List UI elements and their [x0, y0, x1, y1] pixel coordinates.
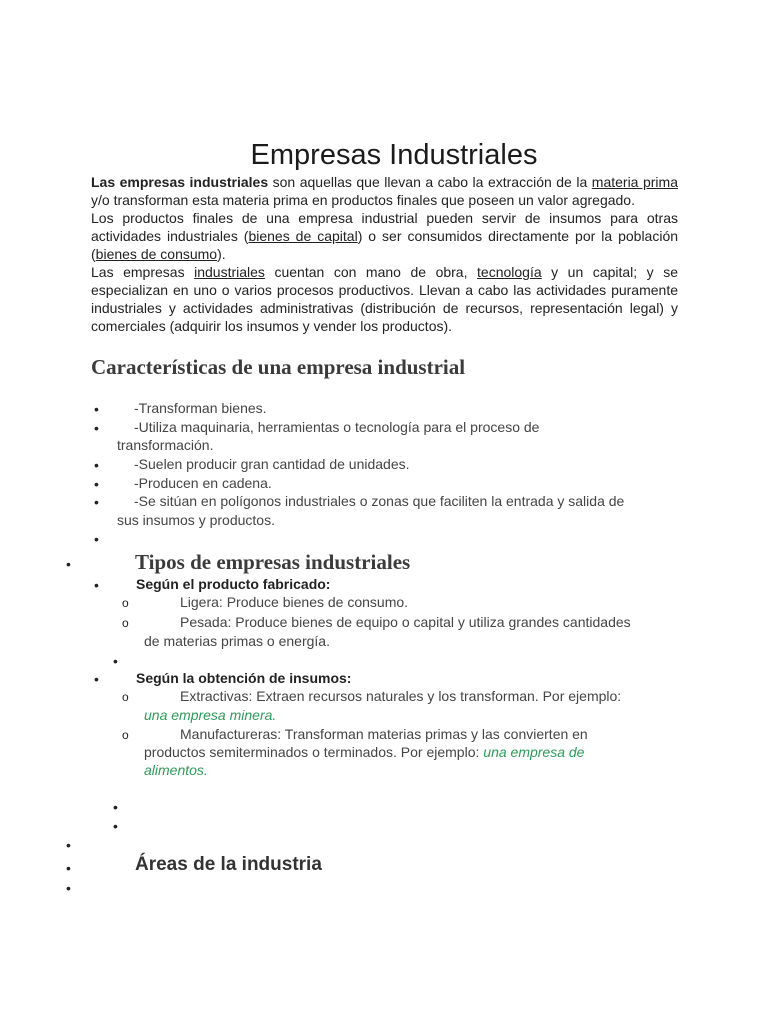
- bullet-marker: •: [113, 818, 118, 834]
- caracteristicas-heading: Características de una empresa industrial: [91, 355, 466, 379]
- text-run: ) o ser consumidos directamente por la población (: [91, 228, 679, 262]
- text-run: y un capital; y se especializan en uno o varios procesos productivos. Llevan a cabo las actividades puramente industriales y actividades administrativas (distribución de recursos, representación legal) y comerciales (adquirir los insumos y vender los productos).: [91, 264, 678, 334]
- bold-term: Las empresas industriales: [91, 174, 269, 190]
- list-item-continuation: sus insumos y productos.: [117, 512, 275, 528]
- text-run: Las empresas: [91, 264, 195, 280]
- link-tecnologia[interactable]: tecnología: [477, 264, 542, 280]
- intro-paragraph-2: [91, 209, 678, 263]
- list-item-continuation: [144, 743, 584, 762]
- page-title: Empresas Industriales: [250, 139, 538, 172]
- link-bienes-de-capital[interactable]: bienes de capital: [248, 228, 358, 244]
- bullet-marker: •: [94, 671, 99, 687]
- bullet-marker: •: [66, 860, 71, 876]
- list-item: -Se sitúan en polígonos industriales o zonas que faciliten la entrada y salida de: [134, 493, 625, 509]
- tipos-heading: Tipos de empresas industriales: [135, 550, 411, 574]
- text-run: ).: [217, 246, 226, 262]
- list-item-continuation: transformación.: [117, 437, 214, 453]
- list-item: Pesada: Produce bienes de equipo o capital y utiliza grandes cantidades: [180, 614, 631, 630]
- example-link-minera[interactable]: una empresa minera.: [144, 707, 277, 723]
- text-run: productos semiterminados o terminados. Por ejemplo:: [144, 744, 484, 760]
- circle-marker: o: [122, 690, 129, 704]
- list-item: -Utiliza maquinaria, herramientas o tecnología para el proceso de: [134, 419, 540, 435]
- list-item: Manufactureras: Transforman materias primas y las convierten en: [180, 726, 588, 742]
- bullet-marker: •: [94, 494, 99, 510]
- bullet-marker: •: [66, 837, 71, 853]
- areas-heading: Áreas de la industria: [135, 854, 322, 875]
- link-industriales[interactable]: industriales: [194, 264, 265, 280]
- example-link-alimentos[interactable]: una empresa de: [483, 744, 585, 760]
- intro-section: [91, 173, 678, 335]
- bullet-marker: •: [94, 457, 99, 473]
- link-materia-prima[interactable]: materia prima: [591, 174, 678, 190]
- list-item: -Suelen producir gran cantidad de unidades.: [134, 456, 410, 472]
- text-run: y/o transforman esta materia prima en productos finales que poseen un valor agregado.: [91, 192, 635, 208]
- list-item-continuation: de materias primas o energía.: [144, 633, 330, 649]
- bullet-marker: •: [113, 653, 118, 669]
- link-bienes-de-consumo[interactable]: bienes de consumo: [95, 246, 218, 262]
- list-item: -Transforman bienes.: [134, 400, 267, 416]
- intro-paragraph-3: [91, 263, 678, 335]
- intro-paragraph-1: [91, 173, 678, 209]
- bullet-marker: •: [94, 420, 99, 436]
- bullet-marker: •: [94, 401, 99, 417]
- bullet-marker: •: [94, 476, 99, 492]
- subheading-producto: Según el producto fabricado:: [136, 576, 331, 592]
- bullet-marker: •: [66, 880, 71, 896]
- example-link-alimentos-continuation[interactable]: alimentos.: [144, 762, 208, 778]
- list-item: Extractivas: Extraen recursos naturales y los transforman. Por ejemplo:: [180, 688, 622, 704]
- text-run: cuentan con mano de obra,: [264, 264, 478, 280]
- circle-marker: o: [122, 728, 129, 742]
- subheading-insumos: Según la obtención de insumos:: [136, 670, 352, 686]
- list-item: -Producen en cadena.: [134, 475, 272, 491]
- bullet-marker: •: [66, 556, 71, 572]
- circle-marker: o: [122, 596, 129, 610]
- bullet-marker: •: [94, 577, 99, 593]
- bullet-marker: •: [94, 531, 99, 547]
- text-run: son aquellas que llevan a cabo la extracción de la: [268, 174, 592, 190]
- circle-marker: o: [122, 616, 129, 630]
- bullet-marker: •: [113, 799, 118, 815]
- list-item: Ligera: Produce bienes de consumo.: [180, 594, 409, 610]
- text-run: Los productos finales de una empresa industrial pueden servir de insumos para otras actividades industriales (: [91, 210, 678, 244]
